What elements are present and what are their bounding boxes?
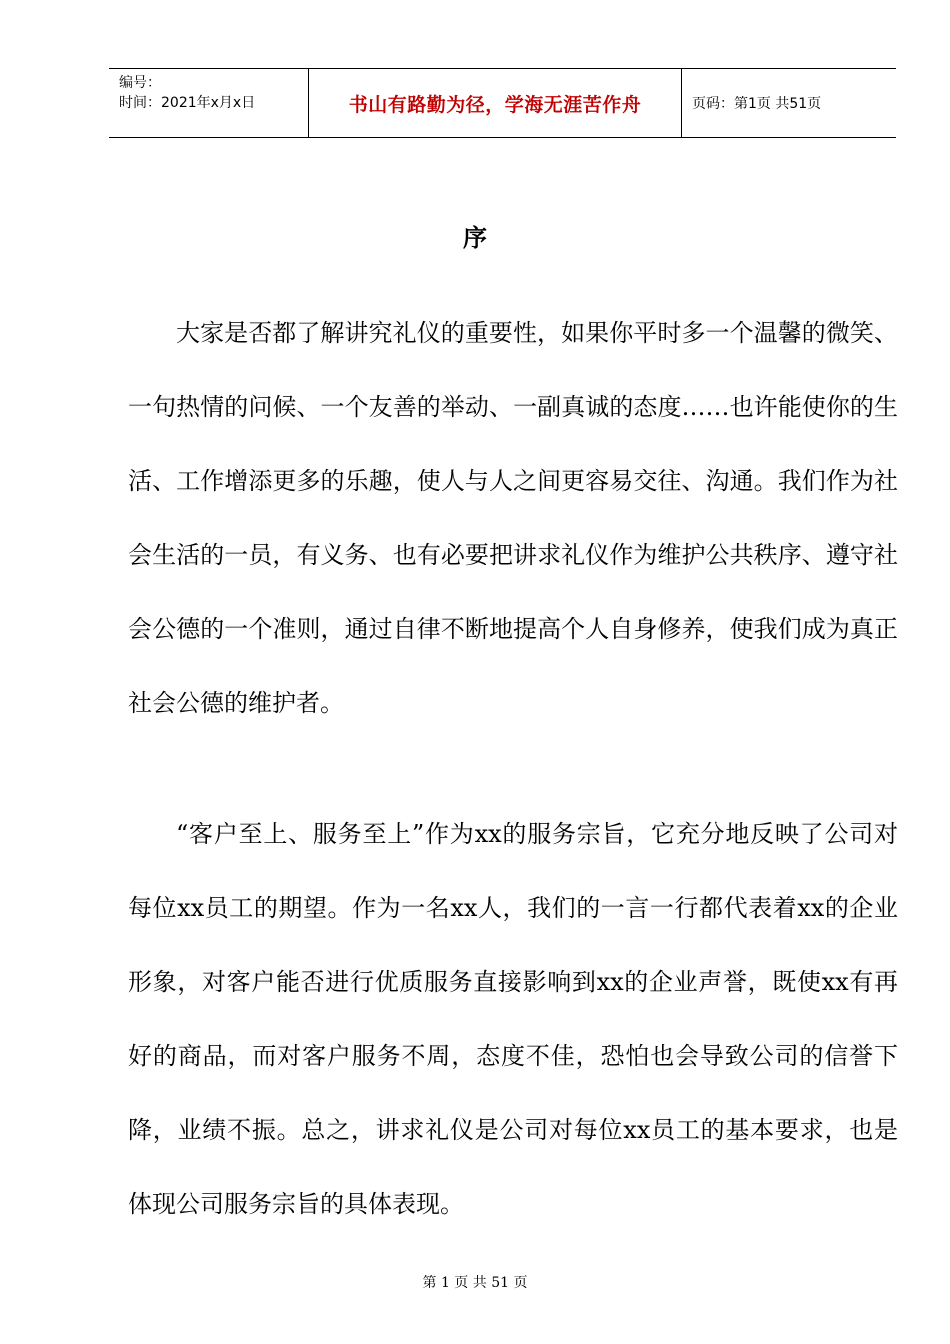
paragraph: 大家是否都了解讲究礼仪的重要性，如果你平时多一个温馨的微笑、一句热情的问候、一个友善的举动、一副真诚的态度……也许能使你的生活、工作增添更多的乐趣，使人与人之间更容易交往、沟通。我们作为社会生活的一员，有义务、也有必要把讲求礼仪作为维护公共秩序、遵守社会公德的一个准则，通过自律不断地提高个人自身修养，使我们成为真正社会公德的维护者。 [128,319,898,717]
header-meta [109,69,309,137]
header-page-code: 页码：第1页 共51页 [692,96,822,112]
document-number-label: 编号： [119,75,161,91]
page-header [109,68,896,138]
header-motto: 书山有路勤为径，学海无涯苦作舟 [309,69,682,137]
paragraph: “客户至上、服务至上”作为xx的服务宗旨，它充分地反映了公司对每位xx员工的期望。作为一名xx人，我们的一言一行都代表着xx的企业形象，对客户能否进行优质服务直接影响到xx的企业声誉，既使xx有再好的商品，而对客户服务不周，态度不佳，恐怕也会导致公司的信誉下降，业绩不振。总之，讲求礼仪是公司对每位xx员工的基本要求，也是体现公司服务宗旨的具体表现。 [128,820,898,1218]
document-date: 时间：2021年x月x日 [119,95,256,111]
page-footer: 第 1 页 共 51 页 [422,1275,528,1291]
document-title: 序 [463,224,487,252]
